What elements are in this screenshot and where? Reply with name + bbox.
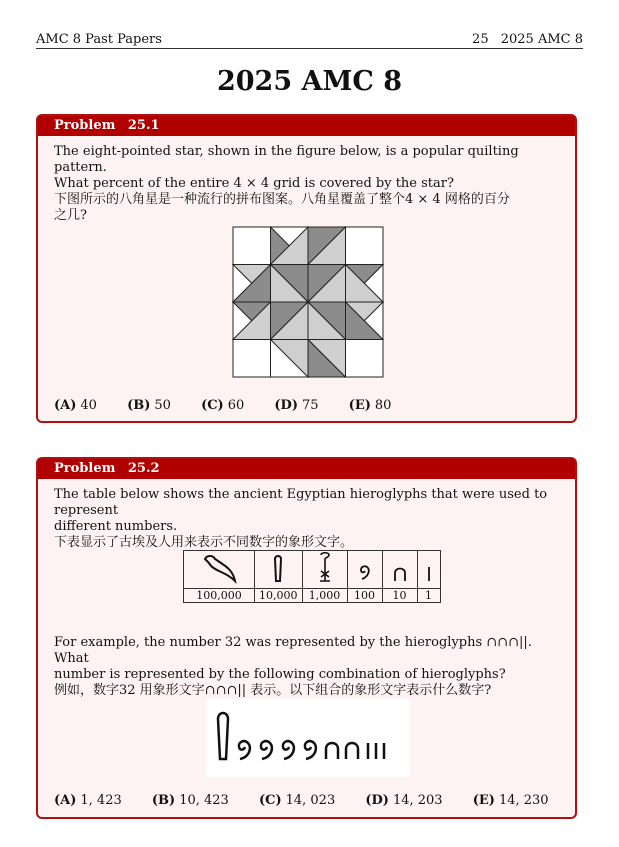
choice-letter: (D) xyxy=(365,793,389,808)
choice-c[interactable] xyxy=(201,398,244,413)
table-cell: 100,000 xyxy=(184,589,255,603)
hieroglyph-table xyxy=(183,550,441,603)
choice-value: 14, 230 xyxy=(498,793,549,808)
table-cell: 10 xyxy=(382,589,417,603)
stroke-icon xyxy=(424,551,434,585)
page-title: 2025 AMC 8 xyxy=(216,66,403,97)
choice-a[interactable] xyxy=(54,398,97,413)
hieroglyph-heel xyxy=(382,551,417,589)
text-line: number is represented by the following combination of hieroglyphs? xyxy=(54,667,506,682)
choice-letter: (B) xyxy=(127,398,151,413)
answer-choices xyxy=(54,398,417,413)
problem-label: Problem xyxy=(54,461,116,476)
choice-letter: (E) xyxy=(348,398,371,413)
hieroglyph-stroke xyxy=(417,551,440,589)
problem-box-2 xyxy=(36,457,577,819)
choice-a[interactable] xyxy=(54,793,122,808)
choice-c[interactable] xyxy=(259,793,335,808)
heel-bone-icon xyxy=(391,551,409,585)
choice-value: 50 xyxy=(154,398,171,413)
choice-e[interactable] xyxy=(473,793,549,808)
problem-box-1 xyxy=(36,114,577,423)
header-right-title: 2025 AMC 8 xyxy=(500,32,583,47)
text-line: different numbers. xyxy=(54,519,178,534)
text-line: For example, the number 32 was represented by the hieroglyphs ∩∩∩||. What xyxy=(54,635,532,666)
page-header xyxy=(36,30,583,49)
text-line: The eight-pointed star, shown in the figure below, is a popular quilting pattern. xyxy=(54,144,519,175)
table-cell: 1 xyxy=(417,589,440,603)
answer-choices xyxy=(54,793,575,808)
choice-value: 14, 203 xyxy=(392,793,443,808)
star-figure xyxy=(232,226,384,378)
choice-d[interactable] xyxy=(274,398,318,413)
header-left: AMC 8 Past Papers xyxy=(36,32,162,47)
text-line: 之几? xyxy=(54,208,87,223)
header-right xyxy=(464,32,583,47)
choice-letter: (E) xyxy=(472,793,495,808)
choice-b[interactable] xyxy=(127,398,171,413)
hieroglyph-combination xyxy=(206,699,410,777)
text-line: The table below shows the ancient Egyptian hieroglyphs that were used to represent xyxy=(54,487,548,518)
choice-value: 80 xyxy=(374,398,392,413)
problem-label: Problem xyxy=(54,118,116,133)
choice-d[interactable] xyxy=(365,793,442,808)
example-text xyxy=(54,635,559,699)
text-line: 下表显示了古埃及人用来表示不同数字的象形文字。 xyxy=(54,535,354,550)
table-cell: 100 xyxy=(347,589,382,603)
choice-value: 75 xyxy=(301,398,319,413)
choice-letter: (A) xyxy=(54,793,77,808)
text-line: What percent of the entire 4 × 4 grid is covered by the star? xyxy=(54,176,454,191)
choice-value: 1, 423 xyxy=(80,793,122,808)
problem-text xyxy=(54,144,559,224)
table-cell: 1,000 xyxy=(302,589,347,603)
choice-value: 10, 423 xyxy=(179,793,229,808)
choice-e[interactable] xyxy=(349,398,392,413)
choice-value: 40 xyxy=(80,398,97,413)
hieroglyph-finger xyxy=(255,551,303,589)
hieroglyph-lotus xyxy=(302,551,347,589)
problem-header xyxy=(38,459,575,479)
text-line: 例如，数字32 用象形文字∩∩∩|| 表示。以下组合的象形文字表示什么数字? xyxy=(54,683,492,698)
lotus-icon xyxy=(315,551,335,585)
hieroglyph-tadpole xyxy=(184,551,255,589)
page-number: 25 xyxy=(472,32,489,47)
problem-text xyxy=(54,487,559,551)
choice-value: 14, 023 xyxy=(285,793,336,808)
choice-letter: (C) xyxy=(201,398,224,413)
choice-b[interactable] xyxy=(152,793,229,808)
choice-value: 60 xyxy=(227,398,245,413)
problem-header xyxy=(38,116,575,136)
choice-letter: (D) xyxy=(274,398,298,413)
choice-letter: (B) xyxy=(151,793,176,808)
choice-letter: (A) xyxy=(54,398,77,413)
hieroglyph-coil xyxy=(347,551,382,589)
coil-icon xyxy=(356,551,374,585)
choice-letter: (C) xyxy=(258,793,282,808)
tadpole-icon xyxy=(199,551,239,585)
problem-number: 25.2 xyxy=(127,461,160,476)
table-cell: 10,000 xyxy=(255,589,303,603)
problem-number: 25.1 xyxy=(127,118,160,133)
combination-image xyxy=(206,699,410,777)
finger-icon xyxy=(268,551,288,585)
text-line: 下图所示的八角星是一种流行的拼布图案。八角星覆盖了整个4 × 4 网格的百分 xyxy=(54,192,510,207)
